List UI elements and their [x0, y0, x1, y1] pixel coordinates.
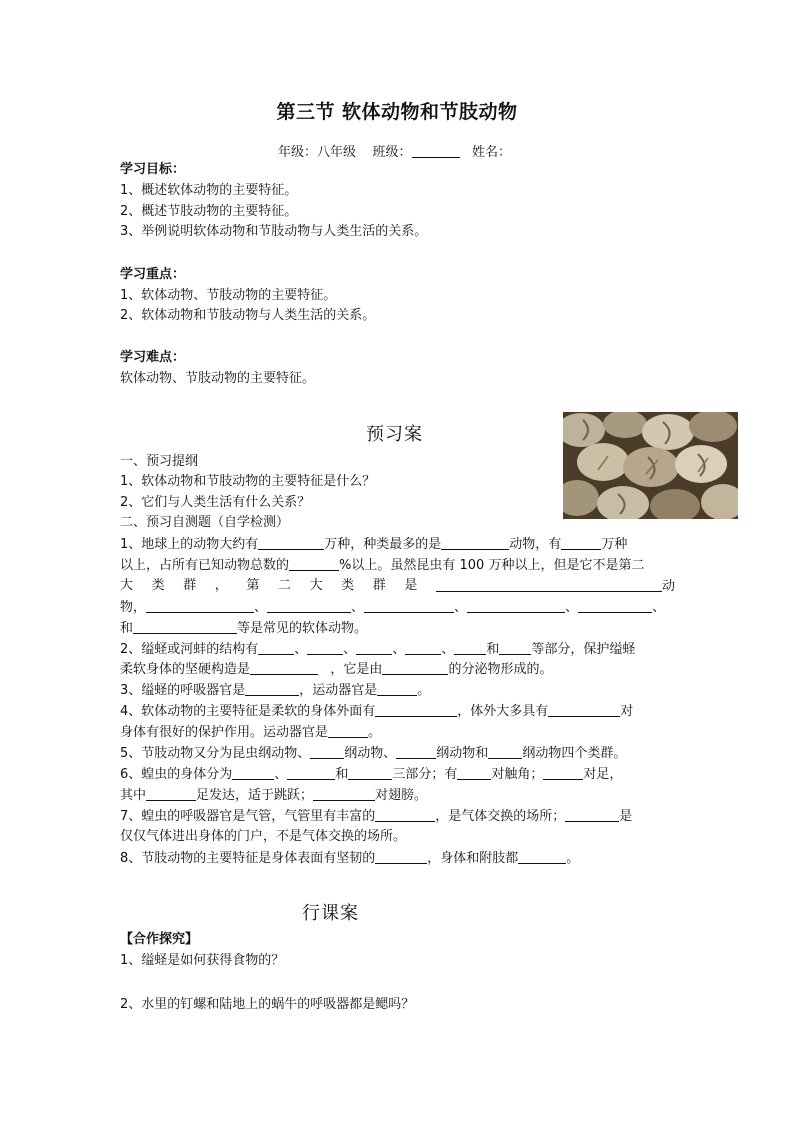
question-1-line-1: 1、地球上的动物大约有 万种，种类最多的是 动物，有 万种 — [120, 537, 628, 552]
question-7-line-2: 仅仅气体进出身体的门户，不是气体交换的场所。 — [120, 829, 407, 844]
selftest-heading: 二、预习自测题（自学检测） — [120, 515, 290, 530]
outline-item: 1、软体动物和节肢动物的主要特征是什么？ — [120, 474, 376, 489]
answer-blank[interactable] — [328, 723, 368, 738]
answer-blank[interactable] — [548, 702, 620, 717]
class-blank[interactable] — [412, 143, 460, 158]
answer-blank[interactable] — [375, 702, 457, 717]
key-points-heading: 学习重点： — [120, 267, 186, 282]
outline-item: 2、它们与人类生活有什么关系？ — [120, 495, 311, 510]
answer-blank[interactable] — [258, 640, 294, 655]
lesson-question: 1、缢蛏是如何获得食物的？ — [120, 953, 285, 968]
preview-heading: 预习案 — [366, 424, 423, 445]
answer-blank[interactable] — [307, 640, 343, 655]
question-2-line-1: 2、缢蛏或河蚌的结构有 、 、 、 、 和 等部分，保护缢蛏 — [120, 642, 636, 657]
answer-blank[interactable] — [313, 786, 375, 801]
grade-label: 年级：八年级 — [278, 145, 357, 160]
objective-item: 1、概述软体动物的主要特征。 — [120, 183, 298, 198]
answer-blank[interactable] — [565, 807, 619, 822]
answer-blank[interactable] — [310, 744, 344, 759]
question-6-line-2: 其中 足发达，适于跳跃； 对翅膀。 — [120, 788, 428, 803]
answer-blank[interactable] — [488, 744, 522, 759]
objective-item: 2、概述节肢动物的主要特征。 — [120, 204, 298, 219]
outline-heading: 一、预习提纲 — [120, 454, 199, 469]
answer-blank[interactable] — [232, 765, 274, 780]
answer-blank[interactable] — [405, 640, 441, 655]
answer-blank[interactable] — [457, 765, 491, 780]
question-6-line-1: 6、蝗虫的身体分为 、 和 三部分；有 对触角； 对足， — [120, 767, 623, 782]
answer-blank[interactable] — [258, 535, 324, 550]
question-1-line-4: 物， 、 、 、 、 、 — [120, 600, 666, 615]
answer-blank[interactable] — [250, 660, 318, 675]
answer-blank[interactable] — [133, 619, 237, 634]
answer-blank[interactable] — [467, 598, 565, 613]
answer-blank[interactable] — [364, 598, 454, 613]
answer-blank[interactable] — [356, 640, 392, 655]
answer-blank[interactable] — [245, 681, 299, 696]
answer-blank[interactable] — [287, 765, 335, 780]
question-8: 8、节肢动物的主要特征是身体表面有坚韧的 ，身体和附肢都 。 — [120, 851, 580, 866]
answer-blank[interactable] — [578, 598, 652, 613]
answer-blank[interactable] — [375, 807, 435, 822]
class-label: 班级： — [372, 145, 412, 160]
answer-blank[interactable] — [518, 849, 566, 864]
cooperate-heading: 【合作探究】 — [120, 932, 199, 947]
question-1-line-2: 以上，占所有已知动物总数的 %以上。虽然昆虫有 100 万种以上，但是它不是第二 — [120, 558, 645, 573]
objectives-heading: 学习目标： — [120, 162, 186, 177]
question-7-line-1: 7、蝗虫的呼吸器官是气管，气管里有丰富的 ，是气体交换的场所； 是 — [120, 809, 633, 824]
answer-blank[interactable] — [289, 556, 339, 571]
page-title: 第三节 软体动物和节肢动物 — [276, 101, 518, 123]
answer-blank[interactable] — [375, 849, 427, 864]
difficulty-item: 软体动物、节肢动物的主要特征。 — [120, 371, 316, 386]
answer-blank[interactable] — [267, 598, 351, 613]
answer-blank[interactable] — [561, 535, 601, 550]
key-point-item: 1、软体动物、节肢动物的主要特征。 — [120, 288, 337, 303]
question-2-line-2: 柔软身体的坚硬构造是 ，它是由 的分泌物形成的。 — [120, 662, 553, 677]
answer-blank[interactable] — [377, 681, 417, 696]
question-1-line-5: 和 等是常见的软体动物。 — [120, 621, 368, 636]
answer-blank[interactable] — [146, 598, 254, 613]
key-point-item: 2、软体动物和节肢动物与人类生活的关系。 — [120, 308, 376, 323]
answer-blank[interactable] — [396, 744, 436, 759]
answer-blank[interactable] — [348, 765, 392, 780]
answer-blank[interactable] — [382, 660, 448, 675]
lesson-question: 2、水里的钉螺和陆地上的蜗牛的呼吸器都是鳃吗？ — [120, 997, 415, 1012]
question-5: 5、节肢动物又分为昆虫纲动物、 纲动物、 纲动物和 纲动物四个类群。 — [120, 746, 627, 761]
answer-blank[interactable] — [499, 640, 531, 655]
answer-blank[interactable] — [441, 535, 509, 550]
question-1-line-3: 大 类 群 ， 第 二 大 类 群 是 动 — [120, 578, 675, 594]
clam-shells-photo — [563, 412, 738, 519]
question-4-line-1: 4、软体动物的主要特征是柔软的身体外面有 ，体外大多具有 对 — [120, 704, 634, 719]
name-label: 姓名： — [471, 145, 511, 160]
student-info-line — [278, 141, 511, 160]
question-3: 3、缢蛏的呼吸器官是 ，运动器官是 。 — [120, 683, 431, 698]
lesson-heading: 行课案 — [302, 903, 359, 924]
objective-item: 3、举例说明软体动物和节肢动物与人类生活的关系。 — [120, 224, 428, 239]
difficulties-heading: 学习难点： — [120, 350, 186, 365]
answer-blank[interactable] — [454, 640, 486, 655]
answer-blank[interactable] — [543, 765, 583, 780]
question-4-line-2: 身体有很好的保护作用。运动器官是 。 — [120, 725, 382, 740]
answer-blank[interactable] — [436, 577, 662, 592]
answer-blank[interactable] — [146, 786, 196, 801]
